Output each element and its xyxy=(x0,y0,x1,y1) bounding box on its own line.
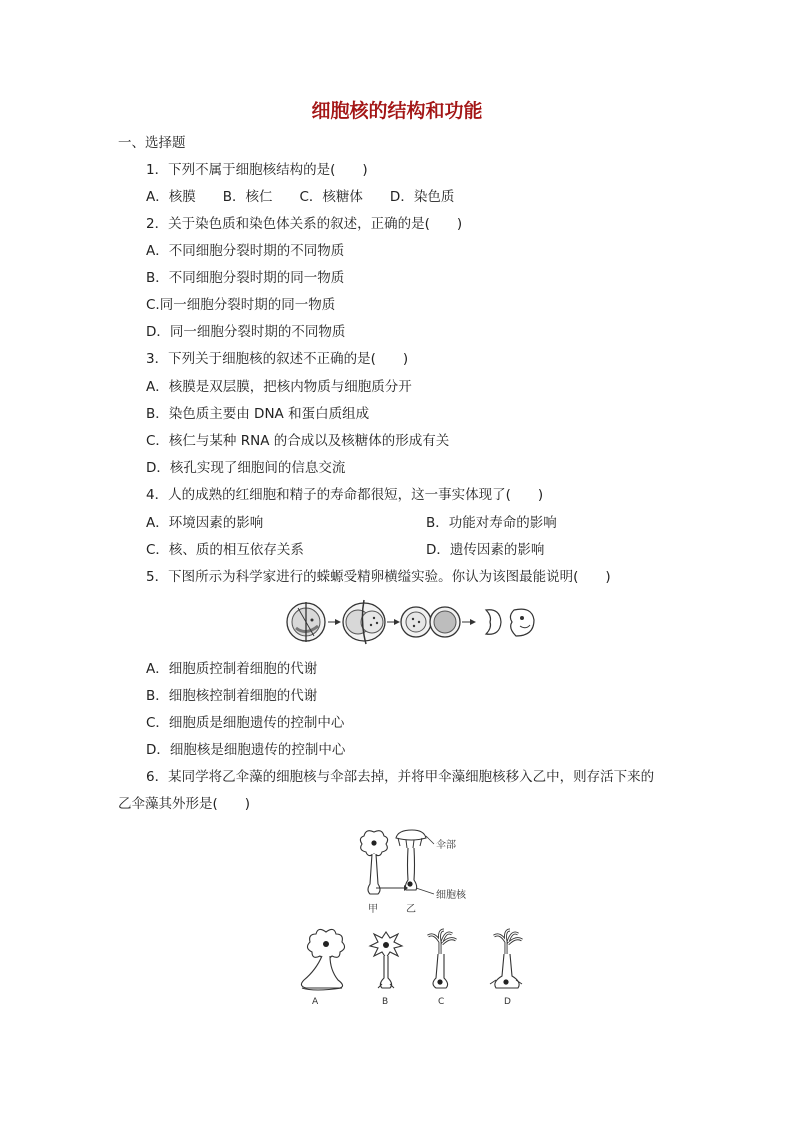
question-2-option-b: B．不同细胞分裂时期的同一物质 xyxy=(146,270,345,286)
acetabularia-choices-figure xyxy=(290,924,540,1008)
question-6-stem-line2: 乙伞藻其外形是( ) xyxy=(118,796,251,812)
section-heading: 一、选择题 xyxy=(118,135,186,151)
choice-c-shape xyxy=(428,930,456,988)
embryo-stage xyxy=(486,609,534,636)
question-4-option-b: B．功能对寿命的影响 xyxy=(426,515,557,531)
label-jia: 甲 xyxy=(368,904,378,915)
question-5-option-b: B．细胞核控制着细胞的代谢 xyxy=(146,688,318,704)
question-5-stem: 5．下图所示为科学家进行的蝾螈受精卵横缢实验。你认为该图最能说明( ) xyxy=(146,569,611,585)
question-1-stem: 1．下列不属于细胞核结构的是( ) xyxy=(146,162,368,178)
question-3-stem: 3．下列关于细胞核的叙述不正确的是( ) xyxy=(146,351,409,367)
question-4-option-a: A．环境因素的影响 xyxy=(146,515,264,531)
acetabularia-jia xyxy=(360,831,387,894)
question-5-option-c: C．细胞质是细胞遗传的控制中心 xyxy=(146,715,345,731)
question-6-stem-line1: 6．某同学将乙伞藻的细胞核与伞部去掉，并将甲伞藻细胞核移入乙中，则存活下来的 xyxy=(146,769,655,785)
egg-stage-1 xyxy=(287,602,325,642)
question-3-option-a: A．核膜是双层膜，把核内物质与细胞质分开 xyxy=(146,379,412,395)
question-2-option-c: C.同一细胞分裂时期的同一物质 xyxy=(146,297,336,313)
question-4-option-d: D．遗传因素的影响 xyxy=(426,542,545,558)
question-2-option-d: D．同一细胞分裂时期的不同物质 xyxy=(146,324,346,340)
choice-b-shape xyxy=(370,932,402,988)
question-1-options: A．核膜 B．核仁 C．核糖体 D．染色质 xyxy=(146,189,455,205)
choice-d-label: D xyxy=(504,997,511,1007)
question-5-option-a: A．细胞质控制着细胞的代谢 xyxy=(146,661,318,677)
choice-a-label: A xyxy=(312,997,319,1007)
label-yi: 乙 xyxy=(406,904,416,915)
label-cap: 伞部 xyxy=(436,840,456,851)
egg-stage-3 xyxy=(401,607,460,637)
egg-stage-2 xyxy=(343,600,385,644)
salamander-egg-figure xyxy=(282,598,538,646)
acetabularia-graft-figure xyxy=(352,826,502,918)
question-3-option-b: B．染色质主要由 DNA 和蛋白质组成 xyxy=(146,406,370,422)
question-3-option-c: C．核仁与某种 RNA 的合成以及核糖体的形成有关 xyxy=(146,433,450,449)
choice-c-label: C xyxy=(438,997,445,1007)
question-2-option-a: A．不同细胞分裂时期的不同物质 xyxy=(146,243,345,259)
choice-d-shape xyxy=(490,930,522,988)
choice-a-shape xyxy=(301,929,344,990)
question-5-option-d: D．细胞核是细胞遗传的控制中心 xyxy=(146,742,346,758)
acetabularia-yi xyxy=(396,830,426,890)
question-2-stem: 2．关于染色质和染色体关系的叙述，正确的是( ) xyxy=(146,216,463,232)
question-4-option-c: C．核、质的相互依存关系 xyxy=(146,542,304,558)
question-4-stem: 4．人的成熟的红细胞和精子的寿命都很短，这一事实体现了( ) xyxy=(146,487,544,503)
page-title: 细胞核的结构和功能 xyxy=(311,100,483,122)
choice-b-label: B xyxy=(382,997,389,1007)
label-nucleus: 细胞核 xyxy=(436,890,466,901)
question-3-option-d: D．核孔实现了细胞间的信息交流 xyxy=(146,460,346,476)
